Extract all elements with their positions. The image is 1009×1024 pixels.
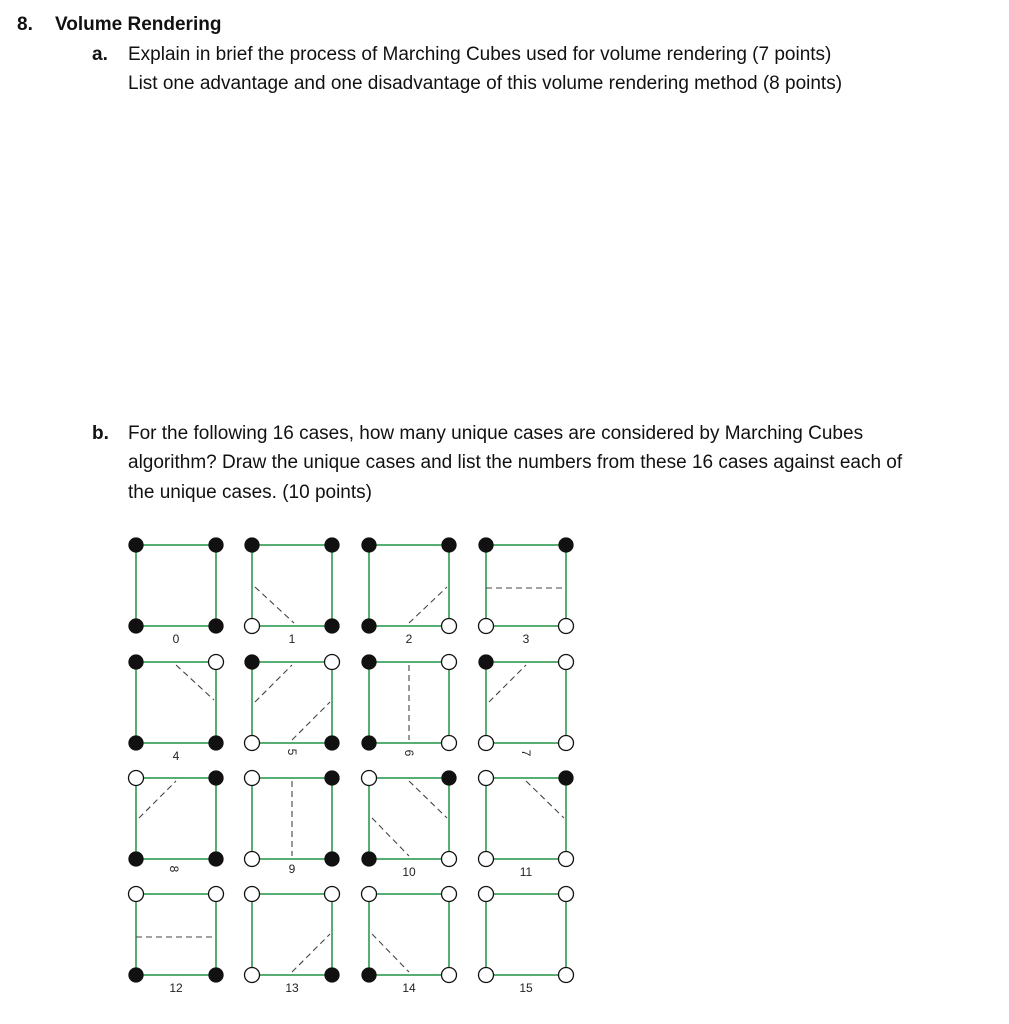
filled-vertex-br [325, 968, 339, 982]
case-2 [362, 538, 457, 646]
isoline-dashed [139, 781, 176, 818]
open-vertex-tl [479, 887, 494, 902]
filled-vertex-br [209, 619, 223, 633]
open-vertex-tr [442, 887, 457, 902]
open-vertex-bl [479, 968, 494, 983]
filled-vertex-tr [442, 538, 456, 552]
isoline-dashed [409, 587, 447, 623]
part-b-line-1: For the following 16 cases, how many unique cases are considered by Marching Cubes [128, 423, 864, 444]
part-a-line-1: Explain in brief the process of Marching Cubes used for volume rendering (7 points) [128, 44, 832, 65]
case-square-edges [486, 545, 566, 626]
question-title: Volume Rendering [55, 14, 222, 35]
isoline-dashed [255, 587, 294, 623]
filled-vertex-tr [442, 771, 456, 785]
filled-vertex-br [325, 852, 339, 866]
case-number-label: 8 [167, 865, 181, 873]
isoline-dashed [372, 818, 409, 856]
case-6 [362, 655, 457, 757]
open-vertex-br [559, 736, 574, 751]
case-10 [362, 771, 457, 880]
open-vertex-bl [479, 852, 494, 867]
case-0 [129, 538, 223, 646]
case-square-edges [136, 545, 216, 626]
case-square-edges [136, 894, 216, 975]
isoline-dashed [372, 934, 409, 972]
open-vertex-tr [209, 887, 224, 902]
open-vertex-br [559, 852, 574, 867]
case-15 [479, 887, 574, 996]
case-4 [129, 655, 224, 764]
case-13 [245, 887, 340, 996]
open-vertex-tr [209, 655, 224, 670]
part-b-label: b. [92, 423, 109, 444]
filled-vertex-tr [209, 538, 223, 552]
filled-vertex-br [209, 852, 223, 866]
filled-vertex-tl [362, 655, 376, 669]
open-vertex-tl [129, 887, 144, 902]
case-8 [129, 771, 224, 873]
case-9 [245, 771, 340, 877]
part-a-label: a. [92, 44, 108, 65]
open-vertex-bl [479, 736, 494, 751]
open-vertex-bl [479, 619, 494, 634]
open-vertex-tr [559, 655, 574, 670]
filled-vertex-tr [325, 538, 339, 552]
case-5 [245, 655, 340, 756]
open-vertex-tl [362, 887, 377, 902]
case-square-edges [252, 545, 332, 626]
isoline-dashed [489, 665, 526, 702]
filled-vertex-br [325, 736, 339, 750]
isoline-dashed [292, 934, 330, 972]
filled-vertex-tr [325, 771, 339, 785]
case-number-label: 9 [288, 862, 296, 876]
case-7 [479, 655, 574, 757]
case-square-edges [369, 545, 449, 626]
open-vertex-tr [325, 887, 340, 902]
case-number-label: 2 [405, 632, 413, 646]
case-number-label: 12 [169, 981, 183, 995]
filled-vertex-tr [559, 538, 573, 552]
case-number-label: 13 [285, 981, 299, 995]
filled-vertex-bl [362, 736, 376, 750]
case-number-label: 6 [402, 749, 416, 757]
filled-vertex-tl [479, 655, 493, 669]
case-3 [479, 538, 574, 646]
case-square-edges [369, 778, 449, 859]
case-number-label: 7 [519, 749, 533, 757]
open-vertex-tl [245, 771, 260, 786]
open-vertex-br [442, 736, 457, 751]
open-vertex-tl [479, 771, 494, 786]
open-vertex-br [559, 968, 574, 983]
filled-vertex-bl [362, 619, 376, 633]
filled-vertex-tl [129, 655, 143, 669]
open-vertex-tl [245, 887, 260, 902]
filled-vertex-bl [362, 852, 376, 866]
case-number-label: 15 [519, 981, 533, 995]
part-b-line-3: the unique cases. (10 points) [128, 482, 372, 503]
open-vertex-tr [442, 655, 457, 670]
filled-vertex-bl [129, 736, 143, 750]
case-1 [245, 538, 340, 646]
case-number-label: 1 [288, 632, 296, 646]
open-vertex-bl [245, 968, 260, 983]
open-vertex-br [442, 852, 457, 867]
isoline-dashed [292, 702, 330, 740]
filled-vertex-bl [362, 968, 376, 982]
case-square-edges [136, 662, 216, 743]
filled-vertex-tl [245, 538, 259, 552]
case-number-label: 3 [522, 632, 530, 646]
question-number: 8. [17, 14, 33, 35]
filled-vertex-tl [362, 538, 376, 552]
case-number-label: 10 [402, 865, 416, 879]
isoline-dashed [409, 781, 447, 818]
case-number-label: 14 [402, 981, 416, 995]
filled-vertex-br [209, 736, 223, 750]
case-14 [362, 887, 457, 996]
case-12 [129, 887, 224, 996]
part-a-line-2: List one advantage and one disadvantage of this volume rendering method (8 points) [128, 73, 843, 94]
case-number-label: 11 [519, 865, 533, 879]
filled-vertex-bl [129, 619, 143, 633]
open-vertex-bl [245, 852, 260, 867]
open-vertex-tl [362, 771, 377, 786]
open-vertex-tr [559, 887, 574, 902]
case-number-label: 0 [172, 632, 180, 646]
case-square-edges [486, 662, 566, 743]
isoline-dashed [176, 665, 214, 700]
filled-vertex-tr [209, 771, 223, 785]
open-vertex-br [442, 968, 457, 983]
filled-vertex-br [325, 619, 339, 633]
case-square-edges [252, 894, 332, 975]
open-vertex-br [442, 619, 457, 634]
case-square-edges [486, 778, 566, 859]
case-11 [479, 771, 574, 880]
isoline-dashed [526, 781, 564, 818]
open-vertex-br [559, 619, 574, 634]
part-b-line-2: algorithm? Draw the unique cases and list the numbers from these 16 cases against each of [128, 452, 903, 473]
filled-vertex-tl [245, 655, 259, 669]
filled-vertex-tl [129, 538, 143, 552]
filled-vertex-tl [479, 538, 493, 552]
case-square-edges [136, 778, 216, 859]
open-vertex-tr [325, 655, 340, 670]
open-vertex-bl [245, 619, 260, 634]
filled-vertex-br [209, 968, 223, 982]
filled-vertex-bl [129, 852, 143, 866]
filled-vertex-tr [559, 771, 573, 785]
case-number-label: 4 [172, 749, 180, 763]
case-square-edges [369, 894, 449, 975]
case-number-label: 5 [285, 748, 299, 756]
case-square-edges [252, 662, 332, 743]
filled-vertex-bl [129, 968, 143, 982]
isoline-dashed [255, 665, 292, 702]
open-vertex-tl [129, 771, 144, 786]
case-square-edges [486, 894, 566, 975]
open-vertex-bl [245, 736, 260, 751]
